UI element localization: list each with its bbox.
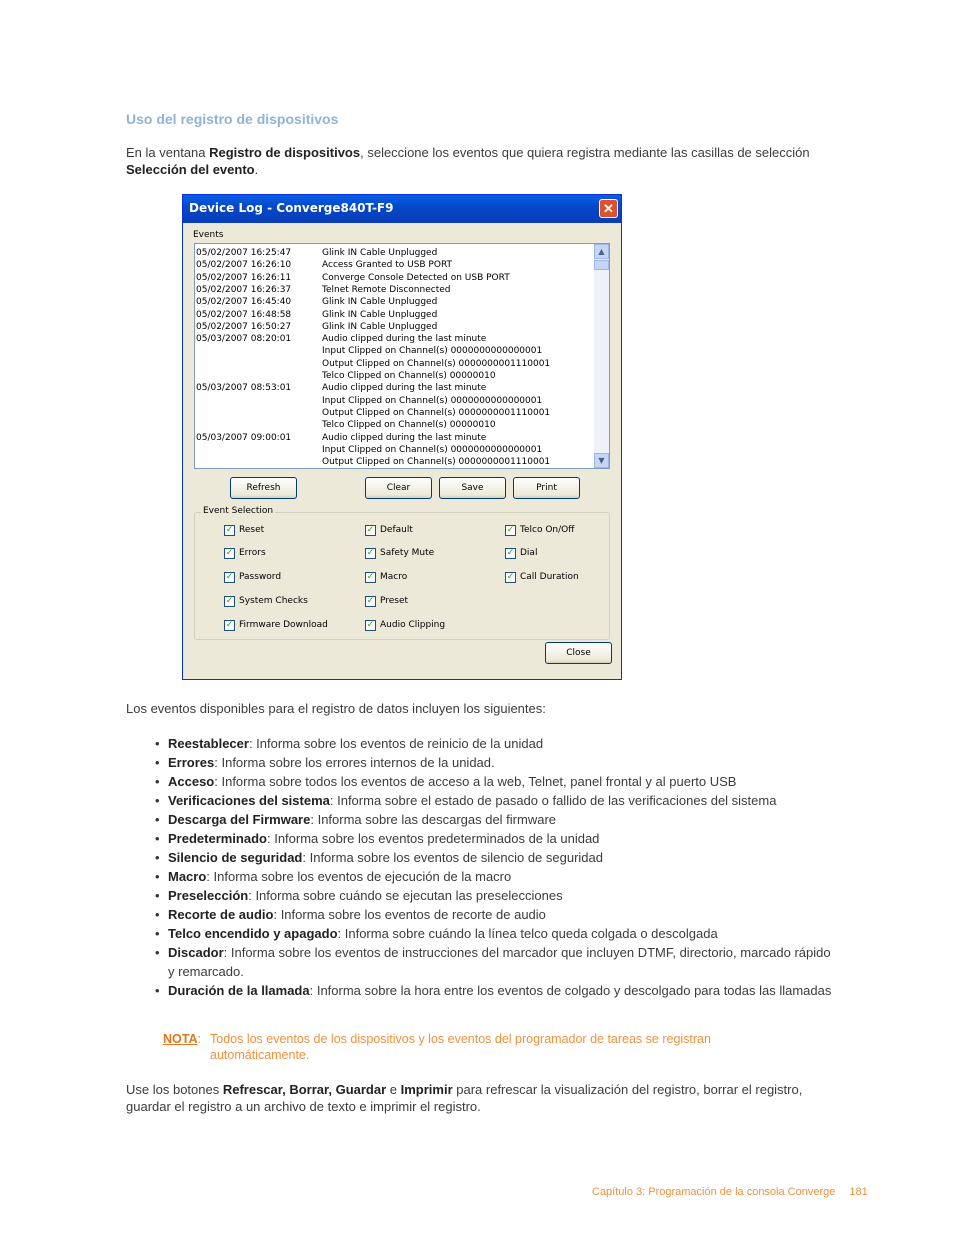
log-text: Telnet Remote Disconnected xyxy=(322,284,451,295)
list-item xyxy=(155,810,835,829)
log-text: Telco Clipped on Channel(s) 00000010 xyxy=(322,420,496,431)
log-text: Glink IN Cable Unplugged xyxy=(322,309,438,320)
log-text: Telco Clipped on Channel(s) 00000010 xyxy=(322,371,496,381)
note-text: Todos los eventos de los dispositivos y los eventos del programador de tareas se registran automáticamente. xyxy=(210,1032,711,1062)
closing-text: para refrescar la visualización del registro, borrar el registro, guardar el registro a un archivo de texto e imprimir el registro. xyxy=(126,1082,803,1114)
checkbox-label: Safety Mute xyxy=(380,548,435,558)
bullet-icon: • xyxy=(155,831,160,846)
list-item xyxy=(155,848,835,867)
log-date: 05/02/2007 16:45:40 xyxy=(196,297,292,308)
event-term: Verificaciones del sistema xyxy=(168,793,330,808)
event-term: Macro xyxy=(168,869,207,884)
checkbox-check-icon[interactable]: ✓ xyxy=(366,525,375,535)
closing-bold-print: Imprimir xyxy=(400,1082,453,1097)
checkbox-label: Telco On/Off xyxy=(520,525,575,535)
events-list xyxy=(155,734,835,1000)
event-description: : Informa sobre todos los eventos de acceso a la web, Telnet, panel frontal y al puerto USB xyxy=(214,774,737,789)
window-close-icon[interactable]: ✕ xyxy=(599,199,618,218)
list-item xyxy=(155,924,835,943)
checkbox-check-icon[interactable]: ✓ xyxy=(225,596,234,606)
bullet-icon: • xyxy=(155,907,160,922)
bullet-icon: • xyxy=(155,774,160,789)
bullet-icon: • xyxy=(155,888,160,903)
scroll-down-icon[interactable]: ▼ xyxy=(594,453,609,468)
events-scrollbar[interactable] xyxy=(594,244,609,468)
scroll-thumb[interactable] xyxy=(594,260,609,270)
page-footer xyxy=(592,1186,868,1198)
intro-text: En la ventana xyxy=(126,145,210,160)
list-item xyxy=(155,791,835,810)
checkbox-label: Reset xyxy=(239,525,265,535)
available-events-intro: Los eventos disponibles para el registro de datos incluyen los siguientes: xyxy=(126,701,546,716)
log-date: 05/02/2007 16:25:47 xyxy=(196,248,292,258)
log-text: Access Granted to USB PORT xyxy=(322,260,453,271)
event-description: : Informa sobre los errores internos de la unidad. xyxy=(214,755,495,770)
checkbox-label: Firmware Download xyxy=(239,620,328,630)
log-date: 05/03/2007 08:20:01 xyxy=(196,334,292,345)
checkbox-check-icon[interactable]: ✓ xyxy=(506,525,515,535)
checkbox-label: Macro xyxy=(380,572,408,582)
bullet-icon: • xyxy=(155,850,160,865)
closing-bold-buttons: Refrescar, Borrar, Guardar xyxy=(222,1082,387,1097)
list-item xyxy=(155,772,835,791)
list-item xyxy=(155,734,835,753)
event-term: Discador xyxy=(168,945,224,960)
checkbox-label: Password xyxy=(239,572,282,582)
list-item xyxy=(155,829,835,848)
event-term: Duración de la llamada xyxy=(168,983,310,998)
save-button[interactable]: Save xyxy=(439,477,506,499)
note xyxy=(163,1031,783,1062)
event-term: Descarga del Firmware xyxy=(168,812,311,827)
bullet-icon: • xyxy=(155,736,160,751)
checkbox-check-icon[interactable]: ✓ xyxy=(225,572,234,582)
device-log-window xyxy=(182,194,622,680)
intro-bold-window: Registro de dispositivos xyxy=(209,145,361,160)
event-term: Acceso xyxy=(168,774,215,789)
log-text: Converge Console Detected on USB PORT xyxy=(322,272,510,283)
events-label: Events xyxy=(193,230,224,240)
bullet-icon: • xyxy=(155,945,160,960)
checkbox-check-icon[interactable]: ✓ xyxy=(225,525,234,535)
event-term: Errores xyxy=(168,755,215,770)
bullet-icon: • xyxy=(155,926,160,941)
list-item xyxy=(155,905,835,924)
closing-text: e xyxy=(386,1082,401,1097)
checkbox-check-icon[interactable]: ✓ xyxy=(366,620,375,630)
event-description: : Informa sobre cuándo se ejecutan las preselecciones xyxy=(248,888,563,903)
log-text: Input Clipped on Channel(s) 0000000000000001 xyxy=(322,346,543,357)
log-date: 05/02/2007 16:26:10 xyxy=(196,260,292,271)
event-description: : Informa sobre cuándo la línea telco queda colgada o descolgada xyxy=(337,926,718,941)
log-date: 05/02/2007 16:50:27 xyxy=(196,321,292,332)
bullet-icon: • xyxy=(155,812,160,827)
checkbox-label: Preset xyxy=(380,596,409,606)
log-text: Audio clipped during the last minute xyxy=(322,432,487,443)
event-description: : Informa sobre la hora entre los eventos de colgado y descolgado para todas las llamadas xyxy=(309,983,832,998)
section-title: Uso del registro de dispositivos xyxy=(126,111,339,127)
checkbox-label: System Checks xyxy=(239,596,308,606)
event-term: Recorte de audio xyxy=(168,907,274,922)
checkbox-check-icon[interactable]: ✓ xyxy=(366,596,375,606)
window-titlebar[interactable] xyxy=(183,195,621,223)
event-description: : Informa sobre los eventos de instrucciones del marcador que incluyen DTMF, directorio, marcado rápido y remarcado. xyxy=(168,945,831,979)
event-description: : Informa sobre los eventos de ejecución de la macro xyxy=(206,869,512,884)
log-date: 05/02/2007 16:26:11 xyxy=(196,272,292,283)
checkbox-label: Call Duration xyxy=(520,572,579,582)
event-description: : Informa sobre los eventos predeterminados de la unidad xyxy=(266,831,600,846)
checkbox-check-icon[interactable]: ✓ xyxy=(366,548,375,558)
window-title: Device Log - Converge840T-F9 xyxy=(189,201,394,215)
bullet-icon: • xyxy=(155,755,160,770)
bullet-icon: • xyxy=(155,983,160,998)
checkbox-check-icon[interactable]: ✓ xyxy=(225,548,234,558)
checkbox-check-icon[interactable]: ✓ xyxy=(506,572,515,582)
event-description: : Informa sobre el estado de pasado o fallido de las verificaciones del sistema xyxy=(329,793,777,808)
event-description: : Informa sobre los eventos de silencio de seguridad xyxy=(302,850,603,865)
log-text: Output Clipped on Channel(s) 0000000001110001 xyxy=(322,358,551,369)
list-item xyxy=(155,943,835,981)
intro-text: . xyxy=(254,162,259,177)
log-date: 05/02/2007 16:48:58 xyxy=(196,309,292,320)
bullet-icon: • xyxy=(155,793,160,808)
print-button[interactable]: Print xyxy=(513,477,580,499)
checkbox-label: Default xyxy=(380,525,413,535)
list-item xyxy=(155,886,835,905)
log-date: 05/03/2007 09:00:01 xyxy=(196,432,292,443)
checkbox-label: Dial xyxy=(520,548,538,558)
log-text: Input Clipped on Channel(s) 0000000000000001 xyxy=(322,395,543,406)
closing-text: Use los botones xyxy=(126,1082,223,1097)
event-selection-label: Event Selection xyxy=(203,506,274,516)
refresh-button[interactable]: Refresh xyxy=(230,477,297,499)
checkbox-check-icon[interactable]: ✓ xyxy=(506,548,515,558)
log-text: Glink IN Cable Unplugged xyxy=(322,321,438,332)
log-date: 05/03/2007 08:53:01 xyxy=(196,383,292,394)
events-listbox[interactable] xyxy=(194,243,610,469)
log-text: Audio clipped during the last minute xyxy=(322,334,487,345)
page-number: 181 xyxy=(849,1186,868,1198)
log-text: Output Clipped on Channel(s) 0000000001110001 xyxy=(322,457,551,468)
event-term: Silencio de seguridad xyxy=(168,850,303,865)
log-date: 05/02/2007 16:26:37 xyxy=(196,284,292,295)
log-text: Glink IN Cable Unplugged xyxy=(322,248,438,258)
checkbox-label: Audio Clipping xyxy=(380,620,446,630)
event-description: : Informa sobre las descargas del firmware xyxy=(310,812,557,827)
scroll-up-icon[interactable]: ▲ xyxy=(594,244,609,259)
note-label: NOTA xyxy=(163,1032,198,1046)
note-separator: : xyxy=(197,1032,201,1046)
intro-bold-selection: Selección del evento xyxy=(126,162,255,177)
window-body xyxy=(183,223,621,679)
event-description: : Informa sobre los eventos de reinicio de la unidad xyxy=(248,736,544,751)
footer-chapter: Capítulo 3: Programación de la consola Converge xyxy=(592,1186,836,1198)
clear-button[interactable]: Clear xyxy=(365,477,432,499)
event-description: : Informa sobre los eventos de recorte de audio xyxy=(273,907,546,922)
list-item xyxy=(155,981,835,1000)
closing-paragraph xyxy=(126,1081,826,1115)
checkbox-check-icon[interactable]: ✓ xyxy=(225,620,234,630)
list-item xyxy=(155,753,835,772)
intro-paragraph xyxy=(126,144,826,178)
intro-text: , seleccione los eventos que quiera registra mediante las casillas de selección xyxy=(360,145,810,160)
log-text: Glink IN Cable Unplugged xyxy=(322,297,438,308)
log-text: Input Clipped on Channel(s) 0000000000000001 xyxy=(322,444,543,455)
close-button[interactable]: Close xyxy=(545,642,612,664)
event-term: Telco encendido y apagado xyxy=(168,926,338,941)
log-text: Audio clipped during the last minute xyxy=(322,383,487,394)
log-text: Output Clipped on Channel(s) 0000000001110001 xyxy=(322,407,551,418)
bullet-icon: • xyxy=(155,869,160,884)
event-term: Predeterminado xyxy=(168,831,267,846)
event-term: Preselección xyxy=(168,888,249,903)
event-term: Reestablecer xyxy=(168,736,249,751)
list-item xyxy=(155,867,835,886)
checkbox-check-icon[interactable]: ✓ xyxy=(366,572,375,582)
checkbox-label: Errors xyxy=(239,548,266,558)
